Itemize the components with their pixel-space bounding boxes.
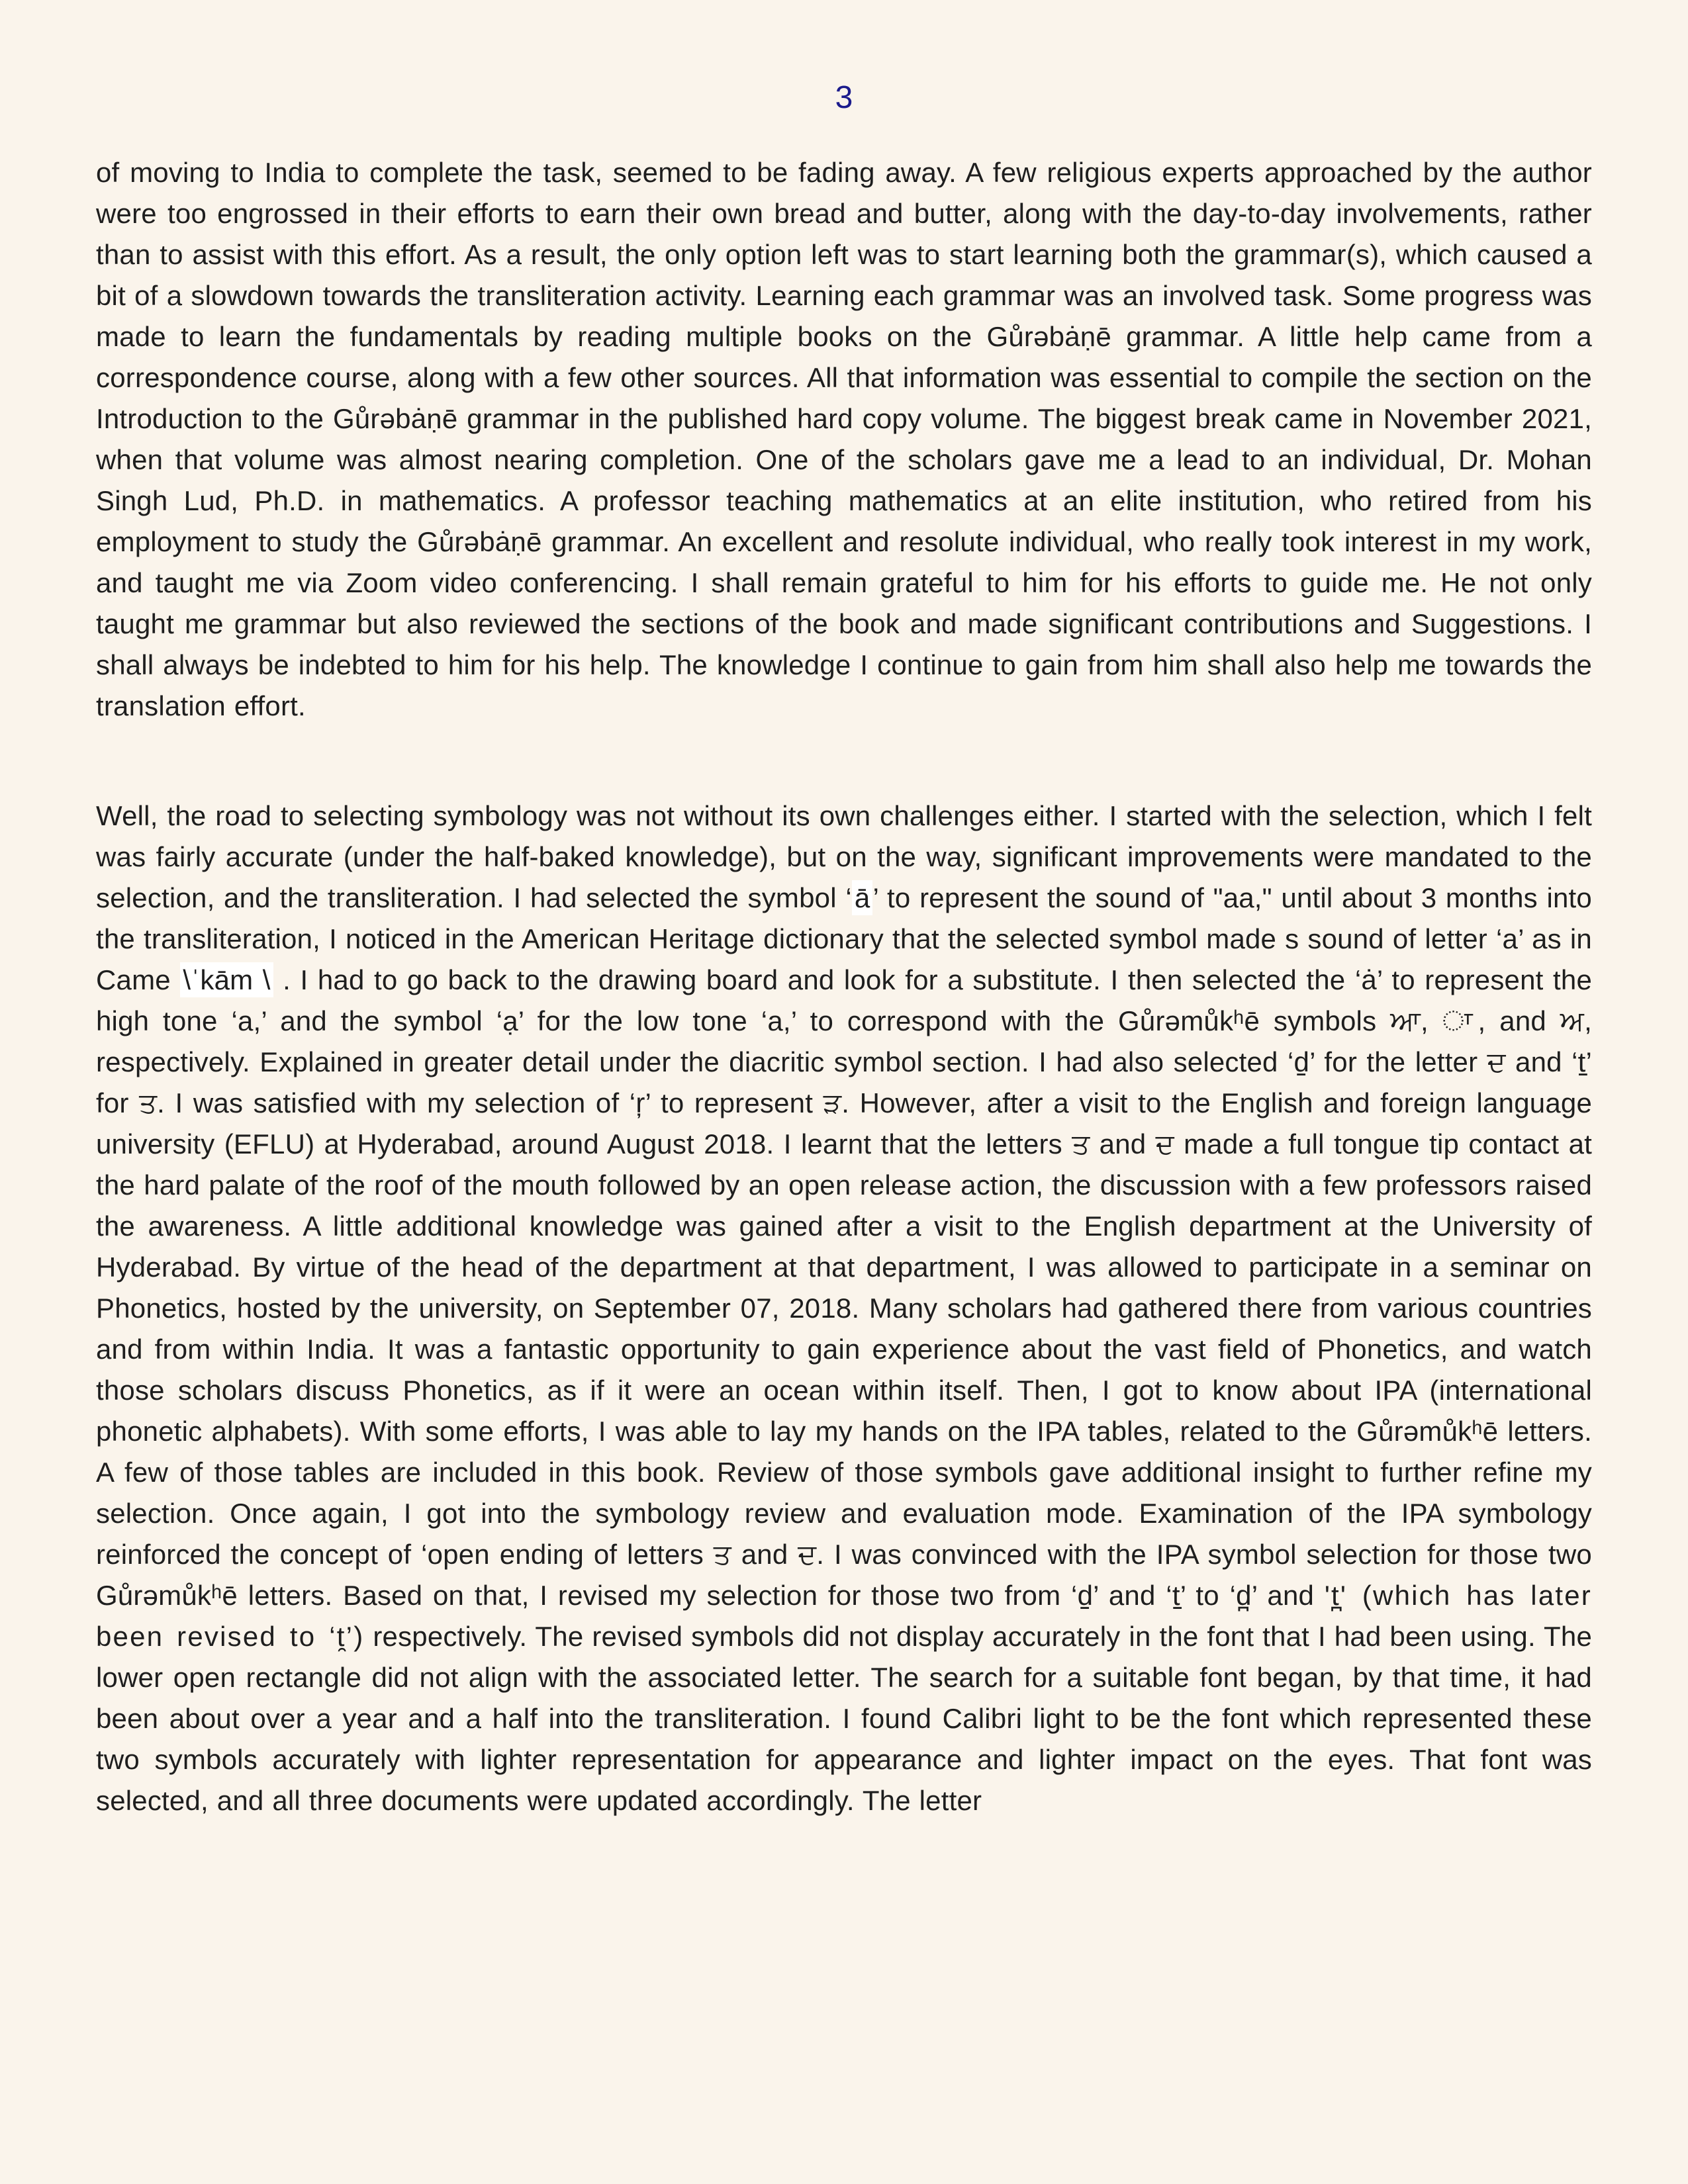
page-number: 3	[835, 80, 853, 115]
body-text: of moving to India to complete the task, seemed to be fading away. A few religious experts approached by the author were too engrossed in their efforts to earn their own bread and butter, along with the day-to-day involvements, rather than to assist with this effort. As a result, the only option left was to start learning both the grammar(s), which caused a bit of a slowdown towards the transliteration activity. Learning each grammar was an involved task. Some progress was made to learn the fundamentals by reading multiple books on the Gůrəbȧṇē grammar. A little help came from a correspondence course, along with a few other sources. All that information was essential to compile the section on the Introduction to the Gůrəbȧṇē grammar in the published hard copy volume. The biggest break came in November 2021, when that volume was almost nearing completion. One of the scholars gave me a lead to an individual, Dr. Mohan Singh Lud, Ph.D. in mathematics. A professor teaching mathematics at an elite institution, who retired from his employment to study the Gůrəbȧṇē grammar. An excellent and resolute individual, who really took interest in my work, and taught me via Zoom video conferencing. I shall remain grateful to him for his efforts to guide me. He not only taught me grammar but also reviewed the sections of the book and made significant contributions and Suggestions. I shall always be indebted to him for his help. The knowledge I continue to gain from him shall also help me towards the translation effort.	[96, 157, 1592, 721]
highlighted-symbol: \ˈkām \	[180, 962, 273, 997]
body-text: Well, the road to selecting symbology was not without its own challenges either. I started with the selection, which I felt was fairly accurate (under the half-baked knowledge), but on the way, significant improvements were mandated to the selection, and the transliteration. I had selected the symbol ‘	[96, 800, 1592, 913]
paragraph-acknowledgement	[96, 152, 1592, 727]
body-text: respectively. The revised symbols did not display accurately in the font that I had been using. The lower open rectangle did not align with the associated letter. The search for a suitable font began, by that time, it had been about over a year and a half into the transliteration. I found Calibri light to be the font which represented these two symbols accurately with lighter representation for appearance and lighter impact on the eyes. That font was selected, and all three documents were updated accordingly. The letter	[96, 1621, 1592, 1816]
paragraph-symbology	[96, 796, 1592, 1821]
highlighted-symbol: ā	[852, 880, 873, 915]
body-text: ’ to represent the sound of "aa," until about 3 months into the transliteration, I noticed in the American Heritage dictionary that the selected symbol made s sound of letter ‘a’ as in Came	[96, 882, 1592, 995]
body-text: . I had to go back to the drawing board and look for a substitute. I then selected the ‘ȧ’ to represent the high tone ‘a,’ and the symbol ‘ạ’ for the low tone ‘a,’ to correspond with the Gůrəmůkʰē symbols ਆ, ◌ਾ, and ਅ, respectively. Explained in greater detail under the diacritic symbol section. I had also selected ‘d̠’ for the letter ਦ and ‘t̠’ for ਤ. I was satisfied with my selection of ‘ŗ’ to represent ੜ. However, after a visit to the English and foreign language university (EFLU) at Hyderabad, around August 2018. I learnt that the letters ਤ and ਦ made a full tongue tip contact at the hard palate of the roof of the mouth followed by an open release action, the discussion with a few professors raised the awareness. A little additional knowledge was gained after a visit to the English department at the University of Hyderabad. By virtue of the head of the department at that department, I was allowed to participate in a seminar on Phonetics, hosted by the university, on September 07, 2018. Many scholars had gathered there from various countries and from within India. It was a fantastic opportunity to gain experience about the vast field of Phonetics, and watch those scholars discuss Phonetics, as if it were an ocean within itself. Then, I got to know about IPA (international phonetic alphabets). With some efforts, I was able to lay my hands on the IPA tables, related to the Gůrəmůkʰē letters. A few of those tables are included in this book. Review of those symbols gave additional insight to further refine my selection. Once again, I got into the symbology review and evaluation mode. Examination of the IPA symbology reinforced the concept of ‘open ending of letters ਤ and ਦ. I was convinced with the IPA symbol selection for those two Gůrəmůkʰē letters. Based on that, I revised my selection for those two from ‘d̠’ and ‘t̠’ to ‘d̪’ and	[96, 964, 1592, 1611]
alt-font-text: 't̪' (which has later been revised to ‘t̯’)	[96, 1580, 1592, 1652]
